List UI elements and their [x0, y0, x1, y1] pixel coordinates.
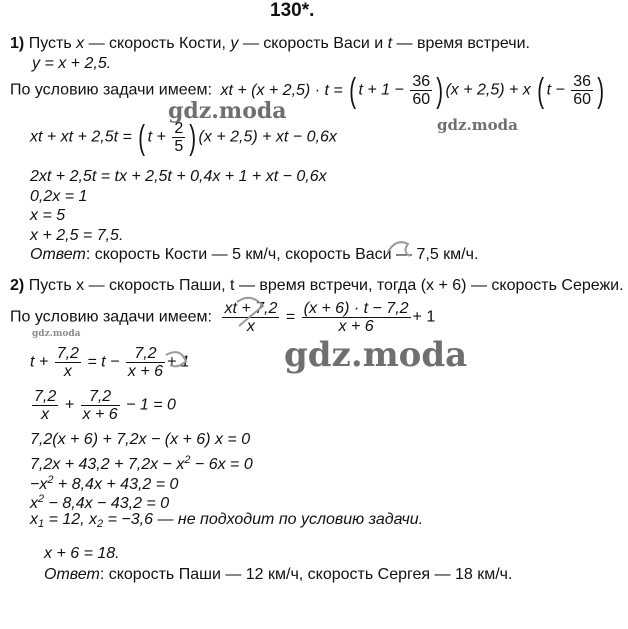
p1-answer-label: Ответ — [30, 246, 86, 263]
p1-intro-a: Пусть — [28, 35, 77, 52]
eq-part: − 8,4x − 43,2 = 0 — [44, 495, 170, 512]
p2-eq1: 7,2(x + 6) + 7,2x − (x + 6) x = 0 — [30, 431, 251, 448]
frac-den: x — [246, 318, 255, 335]
eq-part: x — [30, 495, 38, 512]
p1-cond-a: xt + (x + 2,5) · t = — [220, 81, 343, 99]
p2-eq4 — [30, 490, 169, 513]
p1-var-y: y — [230, 35, 239, 52]
p2-equals: = — [285, 308, 296, 326]
frac-num: 2 — [174, 120, 184, 137]
frac-den: x + 6 — [127, 363, 164, 380]
p1-cond-label: По условию задачи имеем: — [10, 81, 212, 99]
p2-eqA-mid: = t − — [87, 353, 120, 371]
p2-answer — [44, 566, 512, 584]
frac-den: x — [63, 363, 72, 380]
frac-num: 7,2 — [34, 388, 57, 405]
problem-number: 130*. — [270, 0, 315, 21]
p1-eq2-c: (x + 2,5) + xt − 0,6x — [198, 128, 337, 146]
p2-intro — [10, 277, 624, 295]
p2-eq6: x + 6 = 18. — [44, 545, 120, 562]
frac-num: xt + 7,2 — [224, 300, 278, 317]
p1-intro-c: — скорость Васи и — [238, 35, 388, 52]
p2-plus1: + 1 — [412, 308, 436, 326]
watermark-small: gdz.moda — [32, 329, 81, 339]
frac-den: x — [41, 406, 50, 423]
frac-num: 7,2 — [126, 345, 165, 363]
frac-den: 5 — [174, 138, 184, 155]
eq-sup: 2 — [38, 493, 45, 505]
p2-eqB-f2 — [81, 388, 120, 423]
p1-number: 1) — [10, 35, 25, 52]
frac-den: x + 6 — [82, 406, 118, 423]
p1-eq4: 0,2x = 1 — [30, 188, 88, 205]
p1-condition — [10, 73, 606, 108]
p2-eqA-f1 — [55, 345, 81, 380]
eq-part: 7,2x + 43,2 + 7,2x − x — [30, 456, 185, 473]
p2-eqA-f2 — [126, 345, 165, 380]
paren-close: ) — [436, 71, 444, 110]
p2-eqB-post: − 1 = 0 — [126, 396, 176, 414]
p2-f2 — [302, 300, 411, 335]
p1-eq5: x = 5 — [30, 207, 66, 224]
p1-eq2-frac — [172, 120, 185, 155]
paren-close: ) — [189, 118, 197, 157]
paren-open: ( — [138, 118, 146, 157]
p1-cond-b: t + 1 − — [358, 81, 404, 99]
frac-den: 60 — [573, 91, 592, 108]
p2-eq5 — [30, 511, 423, 533]
p2-answer-text: : скорость Паши — 12 км/ч, скорость Сергея — 18 км/ч. — [99, 566, 513, 583]
frac-den: 60 — [412, 91, 431, 108]
eq-part: = −3,6 — не подходит по условию задачи. — [103, 511, 424, 528]
eq-sup: 2 — [184, 454, 191, 466]
p1-intro — [10, 35, 530, 53]
p1-var-t: t — [387, 35, 393, 52]
eq-part: − 6x = 0 — [190, 456, 253, 473]
frac-den: x + 6 — [338, 318, 374, 335]
eq-sub: 2 — [97, 518, 104, 530]
p1-cond-frac — [410, 73, 432, 108]
eq-part: + 8,4x + 43,2 = 0 — [53, 476, 179, 493]
p1-eq2 — [30, 120, 337, 155]
watermark-top: gdz.moda — [168, 98, 287, 124]
p1-intro-b: — скорость Кости, — [84, 35, 231, 52]
p1-answer — [30, 246, 478, 264]
p1-intro-d: — время встречи. — [392, 35, 530, 52]
frac-num: 36 — [412, 73, 431, 90]
p1-eq3: 2xt + 2,5t = tx + 2,5t + 0,4x + 1 + xt − 0,6x — [30, 168, 327, 185]
p2-intro-text: Пусть x — скорость Паши, t — время встречи, тогда (x + 6) — скорость Сережи. — [28, 277, 624, 294]
p1-eq2-a: xt + xt + 2,5t = — [30, 128, 132, 146]
p1-var-x: x — [76, 35, 85, 52]
eq-sub: 1 — [38, 518, 45, 530]
p2-eqB-f1 — [32, 388, 58, 423]
p1-cond-d: t − — [546, 81, 565, 99]
eq-part: = 12, x — [44, 511, 98, 528]
eq-part: −x — [30, 476, 48, 493]
p2-eqA-post: + 1 — [167, 353, 190, 371]
watermark-center: gdz.moda — [284, 335, 468, 375]
p1-answer-text: : скорость Кости — 5 км/ч, скорость Васи — 7,5 км/ч. — [85, 246, 479, 263]
p2-number: 2) — [10, 277, 25, 294]
paren-close: ) — [597, 71, 605, 110]
p1-cond2-frac — [571, 73, 593, 108]
p2-f1 — [222, 300, 279, 335]
watermark-right: gdz.moda — [437, 116, 518, 134]
frac-num: (x + 6) · t − 7,2 — [303, 300, 409, 317]
paren-open: ( — [537, 71, 545, 110]
p2-cond-label: По условию задачи имеем: — [10, 308, 212, 326]
p1-eq2-b: t + — [147, 128, 166, 146]
p1-cond-c: (x + 2,5) + x — [445, 81, 531, 99]
p2-eqB-plus: + — [64, 396, 75, 414]
p1-line2: y = x + 2,5. — [32, 55, 112, 72]
eq-part: x — [30, 511, 38, 528]
p2-eqA-pre: t + — [30, 353, 49, 371]
p2-answer-label: Ответ — [44, 566, 100, 583]
eq-sup: 2 — [47, 474, 54, 486]
p2-eqA — [30, 345, 190, 380]
p1-eq6: x + 2,5 = 7,5. — [30, 227, 124, 244]
frac-num: 7,2 — [56, 345, 79, 362]
paren-open: ( — [349, 71, 357, 110]
p2-eqB — [30, 388, 176, 423]
frac-num: 36 — [573, 73, 592, 90]
frac-num: 7,2 — [81, 388, 120, 406]
